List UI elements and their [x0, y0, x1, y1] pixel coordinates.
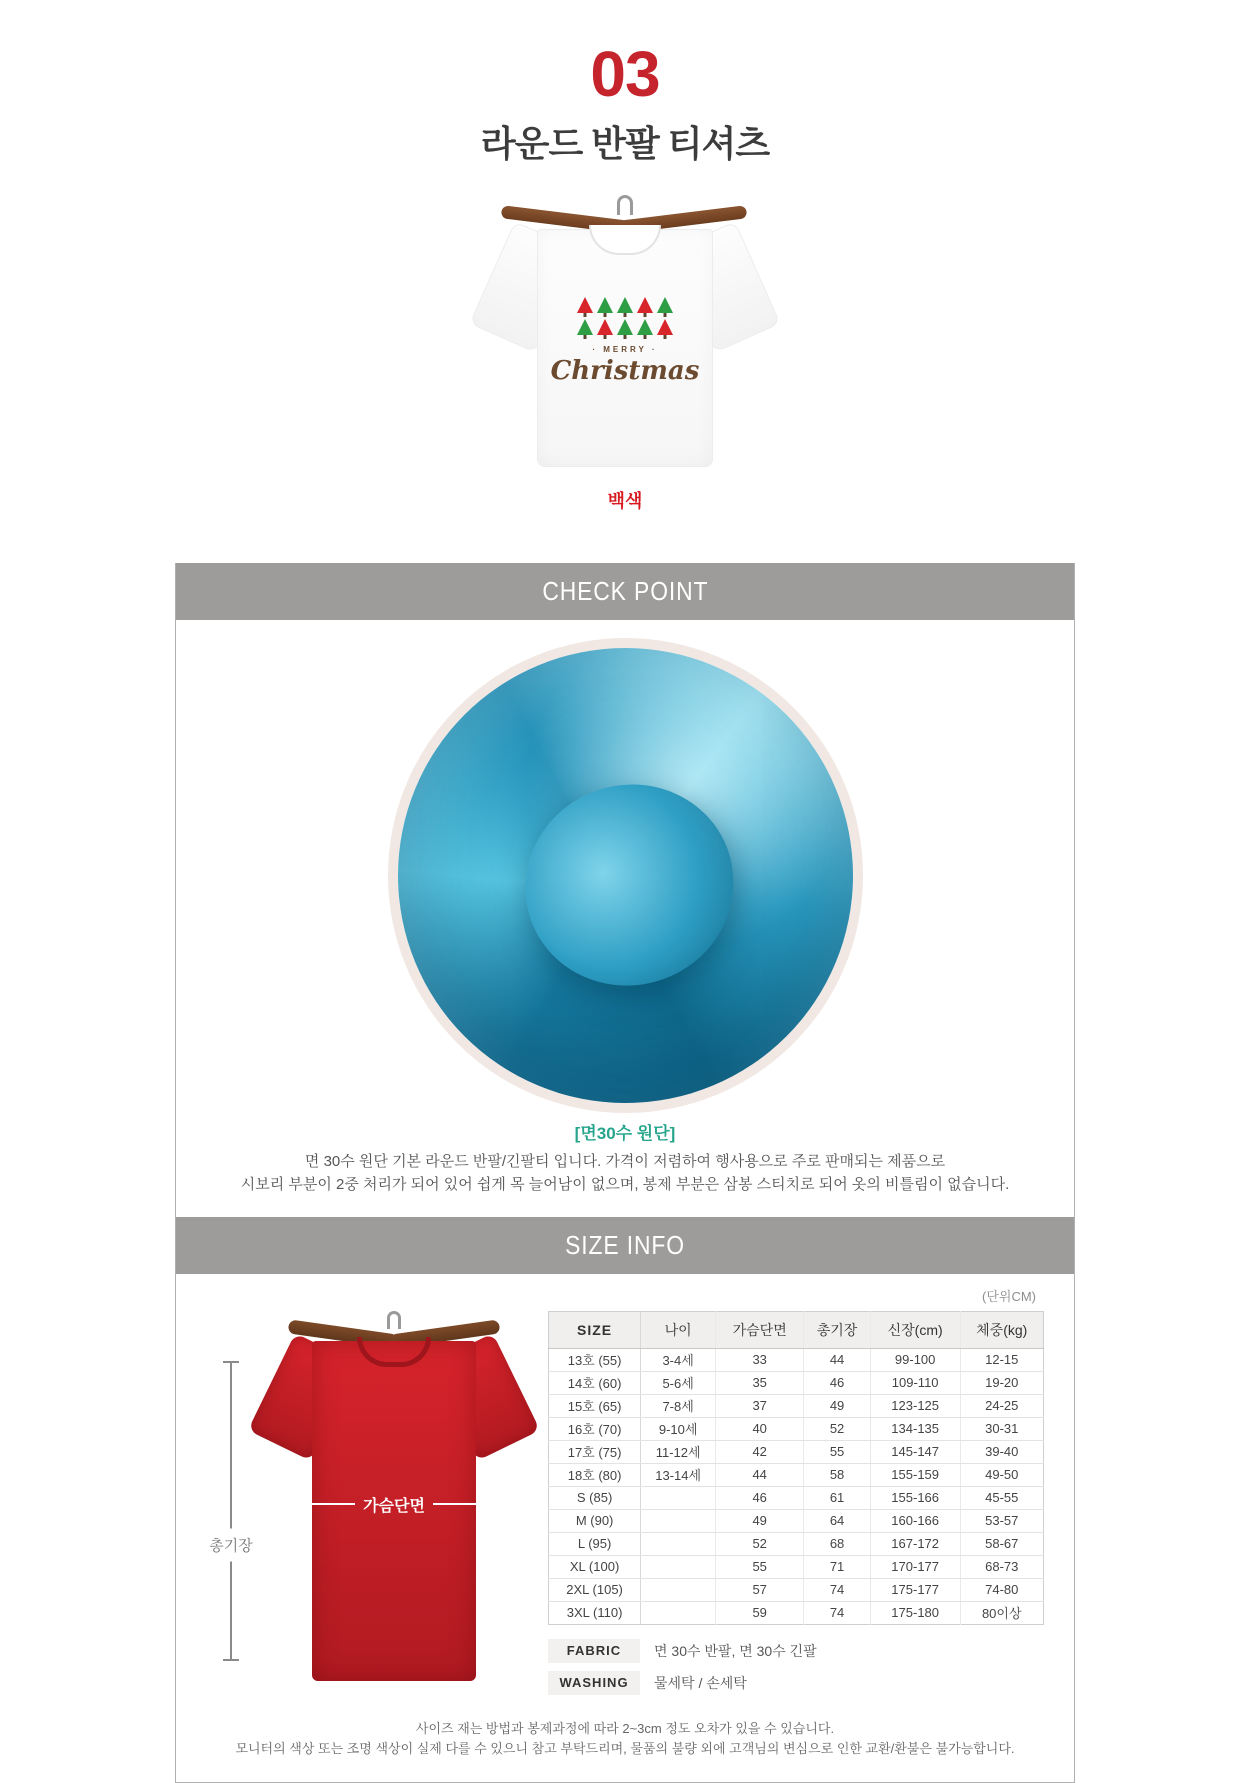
length-measure-line [230, 1361, 232, 1661]
table-cell: 55 [804, 1440, 871, 1463]
table-cell: 39-40 [960, 1440, 1044, 1463]
christmas-print [540, 295, 710, 386]
table-cell: 3-4세 [641, 1348, 716, 1371]
detail-panel [175, 563, 1075, 1783]
washing-row [548, 1671, 1044, 1695]
tree-row [540, 295, 710, 317]
measure-line-segment [433, 1503, 484, 1505]
christmas-tree-icon [617, 297, 633, 317]
table-cell: 49-50 [960, 1463, 1044, 1486]
table-cell: 52 [716, 1532, 804, 1555]
table-cell: 42 [716, 1440, 804, 1463]
care-info [548, 1639, 1044, 1695]
length-measure-label: 총기장 [207, 1528, 254, 1561]
hanger-hook-icon [387, 1311, 401, 1329]
table-cell: 16호 (70) [549, 1417, 641, 1440]
check-point-banner-label: CHECK POINT [541, 576, 709, 606]
table-cell: 74 [804, 1601, 871, 1624]
table-header-cell: 가슴단면 [716, 1311, 804, 1348]
table-cell [641, 1601, 716, 1624]
table-cell: 74 [804, 1578, 871, 1601]
table-cell: 80이상 [960, 1601, 1044, 1624]
table-cell: 59 [716, 1601, 804, 1624]
table-cell: 74-80 [960, 1578, 1044, 1601]
table-row [549, 1417, 1044, 1440]
table-cell: 13호 (55) [549, 1348, 641, 1371]
footer-note-2: 모니터의 색상 또는 조명 색상이 실제 다를 수 있으니 참고 부탁드리며, 물품의 불량 외에 고객님의 변심으로 인한 교환/환불은 불가능합니다. [235, 1741, 1015, 1757]
table-cell: 68-73 [960, 1555, 1044, 1578]
table-cell: 53-57 [960, 1509, 1044, 1532]
christmas-script-text: Christmas [550, 356, 700, 386]
table-cell: 57 [716, 1578, 804, 1601]
table-cell: 12-15 [960, 1348, 1044, 1371]
table-cell: 24-25 [960, 1394, 1044, 1417]
fabric-description-line1: 면 30수 원단 기본 라운드 반팔/긴팔티 입니다. 가격이 저렴하여 행사용으로 주로 판매되는 제품으로 [304, 1153, 946, 1170]
table-cell: 17호 (75) [549, 1440, 641, 1463]
christmas-tree-icon [597, 297, 613, 317]
table-cell: 134-135 [870, 1417, 960, 1440]
table-cell: 58 [804, 1463, 871, 1486]
chest-measure-line [304, 1493, 484, 1516]
hanger-hook-icon [617, 195, 633, 215]
table-cell: 37 [716, 1394, 804, 1417]
table-cell: 109-110 [870, 1371, 960, 1394]
table-row [549, 1486, 1044, 1509]
table-cell: 160-166 [870, 1509, 960, 1532]
table-cell: 49 [716, 1509, 804, 1532]
christmas-tree-icon [637, 297, 653, 317]
table-cell [641, 1532, 716, 1555]
table-cell: 99-100 [870, 1348, 960, 1371]
unit-note: (단위CM) [982, 1288, 1036, 1304]
color-name-label: 백색 [607, 491, 643, 511]
fabric-value: 면 30수 반팔, 면 30수 긴팔 [654, 1642, 817, 1659]
christmas-tree-icon [657, 319, 673, 339]
footer-notes [206, 1719, 1044, 1767]
washing-value: 물세탁 / 손세탁 [654, 1674, 747, 1691]
table-cell: 55 [716, 1555, 804, 1578]
table-cell: 2XL (105) [549, 1578, 641, 1601]
table-cell: 40 [716, 1417, 804, 1440]
table-row [549, 1555, 1044, 1578]
product-image-white-tshirt [475, 195, 775, 467]
table-cell: 49 [804, 1394, 871, 1417]
table-header-cell: 나이 [641, 1311, 716, 1348]
table-row [549, 1440, 1044, 1463]
table-cell: 44 [804, 1348, 871, 1371]
table-cell: 13-14세 [641, 1463, 716, 1486]
size-info-banner [176, 1217, 1074, 1274]
table-cell: 71 [804, 1555, 871, 1578]
size-table-body [549, 1348, 1044, 1624]
page-title: 라운드 반팔 티셔츠 [480, 123, 770, 164]
christmas-tree-icon [577, 319, 593, 339]
table-cell [641, 1578, 716, 1601]
table-cell: 167-172 [870, 1532, 960, 1555]
table-row [549, 1509, 1044, 1532]
table-header-cell: 신장(cm) [870, 1311, 960, 1348]
table-cell: L (95) [549, 1532, 641, 1555]
table-cell [641, 1486, 716, 1509]
table-cell: 58-67 [960, 1532, 1044, 1555]
size-table [548, 1311, 1044, 1625]
washing-label: WASHING [548, 1671, 640, 1695]
red-tshirt-illustration [264, 1311, 524, 1689]
measure-line-segment [304, 1503, 355, 1505]
table-cell: 19-20 [960, 1371, 1044, 1394]
table-cell: XL (100) [549, 1555, 641, 1578]
table-cell: 175-180 [870, 1601, 960, 1624]
table-row [549, 1371, 1044, 1394]
table-row [549, 1578, 1044, 1601]
table-cell: 155-166 [870, 1486, 960, 1509]
table-header-cell: 총기장 [804, 1311, 871, 1348]
table-cell [641, 1555, 716, 1578]
measurement-diagram [206, 1311, 536, 1689]
chest-measure-label: 가슴단면 [363, 1497, 425, 1515]
tree-row [540, 317, 710, 339]
table-cell: 170-177 [870, 1555, 960, 1578]
fabric-closeup-photo [398, 648, 853, 1103]
table-cell: 64 [804, 1509, 871, 1532]
table-cell: 68 [804, 1532, 871, 1555]
table-cell: S (85) [549, 1486, 641, 1509]
table-row [549, 1394, 1044, 1417]
table-cell: 35 [716, 1371, 804, 1394]
table-cell: 11-12세 [641, 1440, 716, 1463]
table-cell: 45-55 [960, 1486, 1044, 1509]
table-cell [641, 1509, 716, 1532]
table-cell: 30-31 [960, 1417, 1044, 1440]
table-cell: 7-8세 [641, 1394, 716, 1417]
table-cell: 46 [804, 1371, 871, 1394]
table-cell: 9-10세 [641, 1417, 716, 1440]
table-cell: 44 [716, 1463, 804, 1486]
page-header [0, 0, 1250, 167]
fabric-section-title: [면30수 원단] [574, 1124, 676, 1143]
christmas-tree-icon [597, 319, 613, 339]
christmas-tree-icon [617, 319, 633, 339]
table-cell: 15호 (65) [549, 1394, 641, 1417]
table-cell: 33 [716, 1348, 804, 1371]
table-cell: 5-6세 [641, 1371, 716, 1394]
table-cell: 145-147 [870, 1440, 960, 1463]
table-cell: 3XL (110) [566, 1605, 623, 1620]
fabric-row [548, 1639, 1044, 1663]
table-header-row [549, 1311, 1044, 1348]
table-row [549, 1348, 1044, 1371]
check-point-banner [176, 563, 1074, 620]
table-cell: M (90) [549, 1509, 641, 1532]
table-cell: 175-177 [870, 1578, 960, 1601]
table-cell: 14호 (60) [549, 1371, 641, 1394]
christmas-tree-icon [577, 297, 593, 317]
table-cell: 61 [804, 1486, 871, 1509]
size-table-column [536, 1311, 1044, 1703]
fabric-description [176, 1150, 1074, 1217]
table-cell: 123-125 [870, 1394, 960, 1417]
footer-note-1: 사이즈 재는 방법과 봉제과정에 따라 2~3cm 정도 오차가 있을 수 있습니다. [415, 1720, 835, 1736]
fabric-label: FABRIC [548, 1639, 640, 1663]
christmas-tree-icon [637, 319, 653, 339]
table-cell: 18호 (80) [549, 1463, 641, 1486]
table-row [549, 1601, 1044, 1624]
christmas-tree-icon [657, 297, 673, 317]
size-info-content [176, 1274, 1074, 1783]
section-number: 03 [590, 38, 660, 110]
table-cell: 155-159 [870, 1463, 960, 1486]
merry-text: · MERRY · [592, 345, 658, 354]
table-cell: 52 [804, 1417, 871, 1440]
table-row [549, 1532, 1044, 1555]
fabric-description-line2: 시보리 부분이 2중 처리가 되어 있어 쉽게 목 늘어남이 없으며, 봉제 부분은 삼봉 스티치로 되어 옷의 비틀림이 없습니다. [240, 1176, 1010, 1194]
table-header-cell: SIZE [549, 1311, 641, 1348]
table-header-cell: 체중(kg) [960, 1311, 1044, 1348]
size-info-banner-label: SIZE INFO [565, 1229, 685, 1260]
table-row [549, 1463, 1044, 1486]
table-cell: 46 [716, 1486, 804, 1509]
